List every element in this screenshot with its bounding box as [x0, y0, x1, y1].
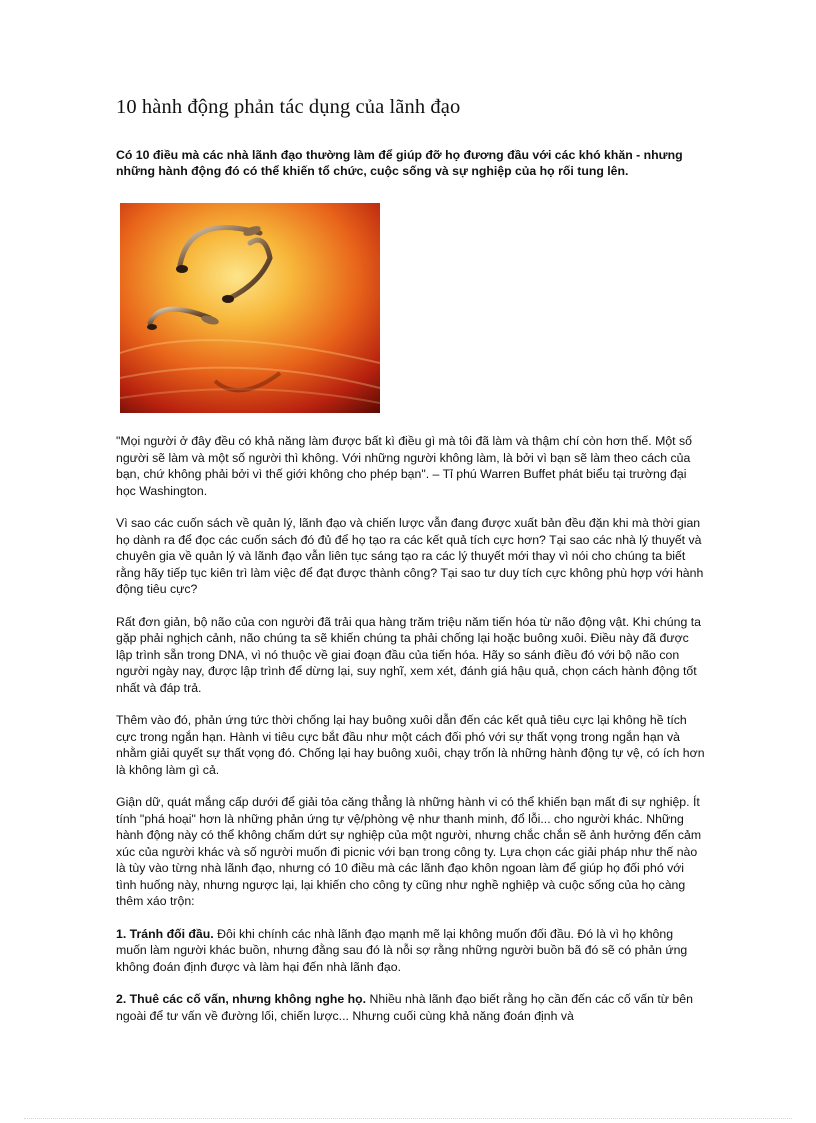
- point-2-heading: 2. Thuê các cố vấn, nhưng không nghe họ.: [116, 992, 367, 1006]
- page-footer-rule: [24, 1118, 792, 1119]
- article-lead: Có 10 điều mà các nhà lãnh đạo thường làm để giúp đỡ họ đương đầu với các khó khăn - nhưng những hành động đó có thể khiến tổ chức, cuộc sống và sự nghiệp của họ rối tung lên.: [116, 148, 683, 178]
- article: [116, 96, 706, 1040]
- point-1: [116, 926, 706, 976]
- bent-nails-photo-icon: [120, 203, 380, 413]
- paragraph-2: Vì sao các cuốn sách về quản lý, lãnh đạo và chiến lược vẫn đang được xuất bản đều đặn khi mà thời gian họ dành ra để đọc các cuốn sách đó đủ để họ tạo ra các kết quả tích cực hơn? Tại sao các nhà lý thuyết và chuyên gia về quản lý và lãnh đạo vẫn liên tục sáng tạo ra các lý thuyết mới thay vì nói cho chúng ta biết rằng hãy tiếp tục kiên trì làm việc để đạt được thành công? Tại sao tư duy tích cực không phù hợp với hành động tiêu cực?: [116, 516, 704, 596]
- paragraph-4: Thêm vào đó, phản ứng tức thời chống lại hay buông xuôi dẫn đến các kết quả tiêu cực lại không hề tích cực trong ngắn hạn. Hành vi tiêu cực bắt đầu như một cách đối phó với sự thất vọng trong ngắn hạn và nhằm giải quyết sự thất vọng đó. Chống lại hay buông xuôi, chạy trốn là những hành động tự vệ, có ích hơn là không làm gì cả.: [116, 713, 705, 777]
- article-title: 10 hành động phản tác dụng của lãnh đạo: [116, 96, 461, 118]
- point-1-text: Đôi khi chính các nhà lãnh đạo mạnh mẽ lại không muốn đối đầu. Đó là vì họ không muốn làm người khác buồn, nhưng đằng sau đó là nỗi sợ rằng những người buồn bã đó sẽ có phản ứng không đoán định được và làm hại đến nhà lãnh đạo.: [116, 926, 688, 974]
- paragraph-5: Giận dữ, quát mắng cấp dưới để giải tỏa căng thẳng là những hành vi có thể khiến bạn mất đi sự nghiệp. Ít tính "phá hoại" hơn là những phản ứng tự vệ/phòng vệ như thanh minh, đổ lỗi... cho người khác. Những hành động này có thể không chấm dứt sự nghiệp của một người, nhưng chắc chắn sẽ ảnh hưởng đến cảm xúc của người khác và số người muốn đi picnic với bạn trong công ty. Lựa chọn các giải pháp như thế nào là tùy vào từng nhà lãnh đạo, nhưng có 10 điều mà các lãnh đạo khôn ngoan làm để giúp họ đối phó với tình huống này, nhưng ngược lại, lại khiến cho công ty cũng như nghề nghiệp và cuộc sống của họ càng thêm xáo trộn:: [116, 795, 702, 908]
- paragraph-1: "Mọi người ở đây đều có khả năng làm được bất kì điều gì mà tôi đã làm và thậm chí còn hơn thế. Một số người sẽ làm và một số người thì không. Với những người không làm, là bởi vì bạn sẽ làm theo cách của bạn, chứ không phải bởi vì thế giới không cho phép bạn". – Tỉ phú Warren Buffet phát biểu tại trường đại học Washington.: [116, 434, 692, 498]
- point-2-text: Nhiều nhà lãnh đạo biết rằng họ cần đến các cố vấn từ bên ngoài để tư vấn về đường lối, chiến lược... Nhưng cuối cùng khả năng đoán định và: [116, 992, 693, 1023]
- point-1-heading: 1. Tránh đối đầu.: [116, 926, 214, 941]
- point-2: [116, 991, 706, 1024]
- paragraph-3: Rất đơn giản, bộ não của con người đã trải qua hàng trăm triệu năm tiến hóa từ não động vật. Khi chúng ta gặp phải nghịch cảnh, não chúng ta sẽ khiến chúng ta phải chống lại hoặc buông xuôi. Điều này đã được lập trình sẵn trong DNA, vì nó thuộc về giai đoạn đầu của tiến hóa. Hãy so sánh điều đó với bộ não con người ngày nay, được lập trình để dừng lại, suy nghĩ, xem xét, đánh giá hậu quả, chọn cách hành động tốt nhất và đáp trả.: [116, 614, 701, 695]
